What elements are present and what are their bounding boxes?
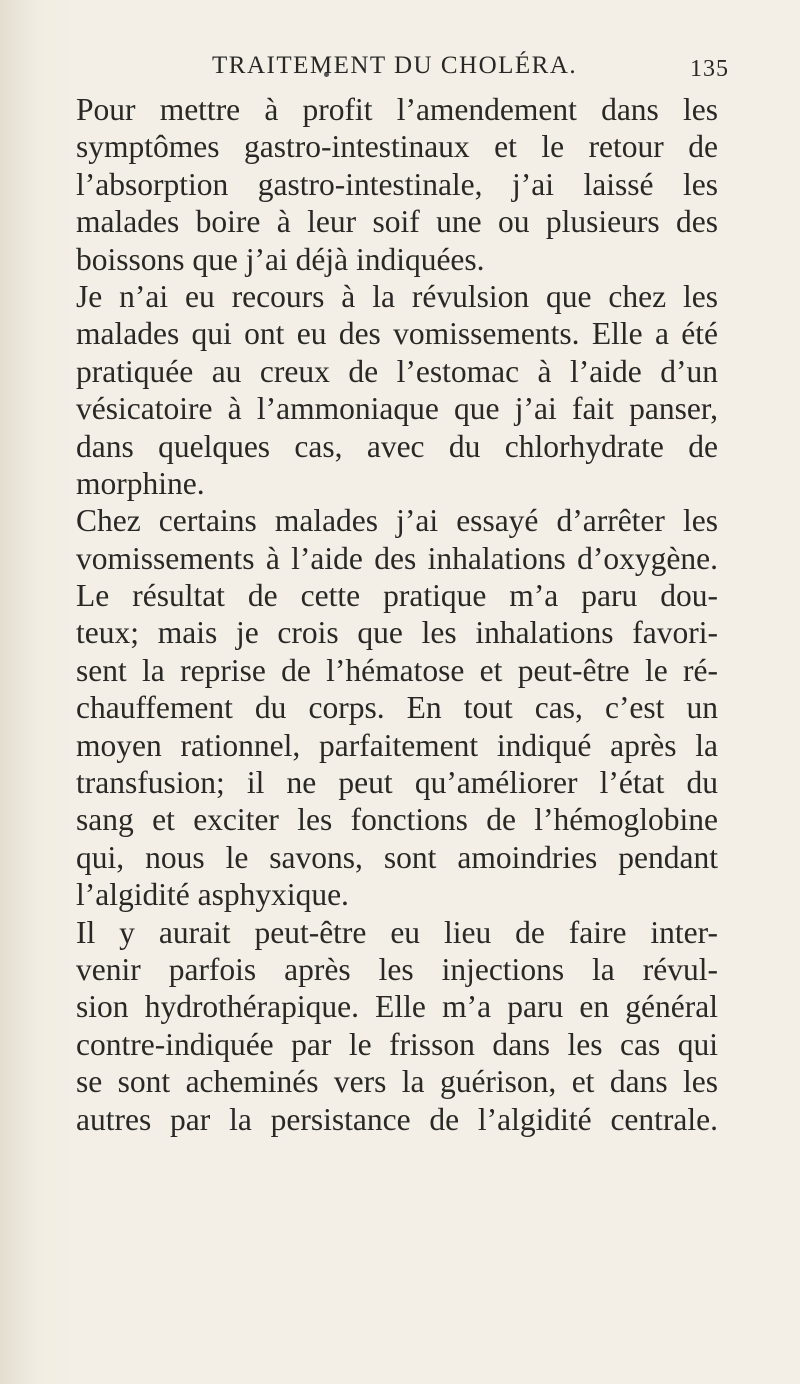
text-line: sion hydrothérapique. Elle m’a paru en général (76, 989, 718, 1025)
text-line: contre-indiquée par le frisson dans les cas qui (76, 1026, 718, 1062)
text-line: vésicatoire à l’ammoniaque que j’ai fait panser, (76, 391, 718, 427)
text-line: sang et exciter les fonctions de l’hémoglobine (76, 802, 718, 838)
text-line: malades qui ont eu des vomissements. Elle a été (76, 316, 718, 352)
text-line: symptômes gastro-intestinaux et le retour de (76, 129, 718, 165)
text-line: se sont acheminés vers la guérison, et dans les (76, 1064, 718, 1100)
text-line: pratiquée au creux de l’estomac à l’aide d’un (76, 353, 718, 389)
text-line: qui, nous le savons, sont amoindries pendant (76, 839, 718, 875)
text-line: Chez certains malades j’ai essayé d’arrêter les (76, 503, 718, 539)
text-line: boissons que j’ai déjà indiquées. (76, 241, 485, 277)
page-header (0, 50, 800, 86)
text-line: l’absorption gastro-intestinale, j’ai laissé les (76, 166, 718, 202)
text-line: morphine. (76, 465, 205, 501)
text-line: moyen rationnel, parfaitement indiqué après la (76, 727, 718, 763)
text-line: chauffement du corps. En tout cas, c’est un (76, 690, 718, 726)
text-line: Il y aurait peut-être eu lieu de faire inter- (76, 914, 718, 950)
text-line: venir parfois après les injections la révul- (76, 951, 718, 987)
text-line: Je n’ai eu recours à la révulsion que chez les (76, 278, 718, 314)
page-number: 135 (690, 56, 729, 82)
text-line: Le résultat de cette pratique m’a paru dou- (76, 578, 718, 614)
text-line: teux; mais je crois que les inhalations favori- (76, 615, 718, 651)
text-line: autres par la persistance de l’algidité centrale. (76, 1101, 718, 1137)
text-line: Pour mettre à profit l’amendement dans les (76, 92, 718, 127)
running-title: TRAITEMENT DU CHOLÉRA. (212, 52, 578, 79)
text-line: malades boire à leur soif une ou plusieurs des (76, 204, 718, 240)
text-line: sent la reprise de l’hématose et peut-être le ré- (76, 652, 718, 688)
body-text (76, 91, 718, 1138)
text-line: vomissements à l’aide des inhalations d’oxygène. (76, 540, 718, 576)
text-line: l’algidité asphyxique. (76, 877, 349, 913)
text-line: transfusion; il ne peut qu’améliorer l’état du (76, 765, 718, 801)
text-line: dans quelques cas, avec du chlorhydrate de (76, 428, 718, 464)
